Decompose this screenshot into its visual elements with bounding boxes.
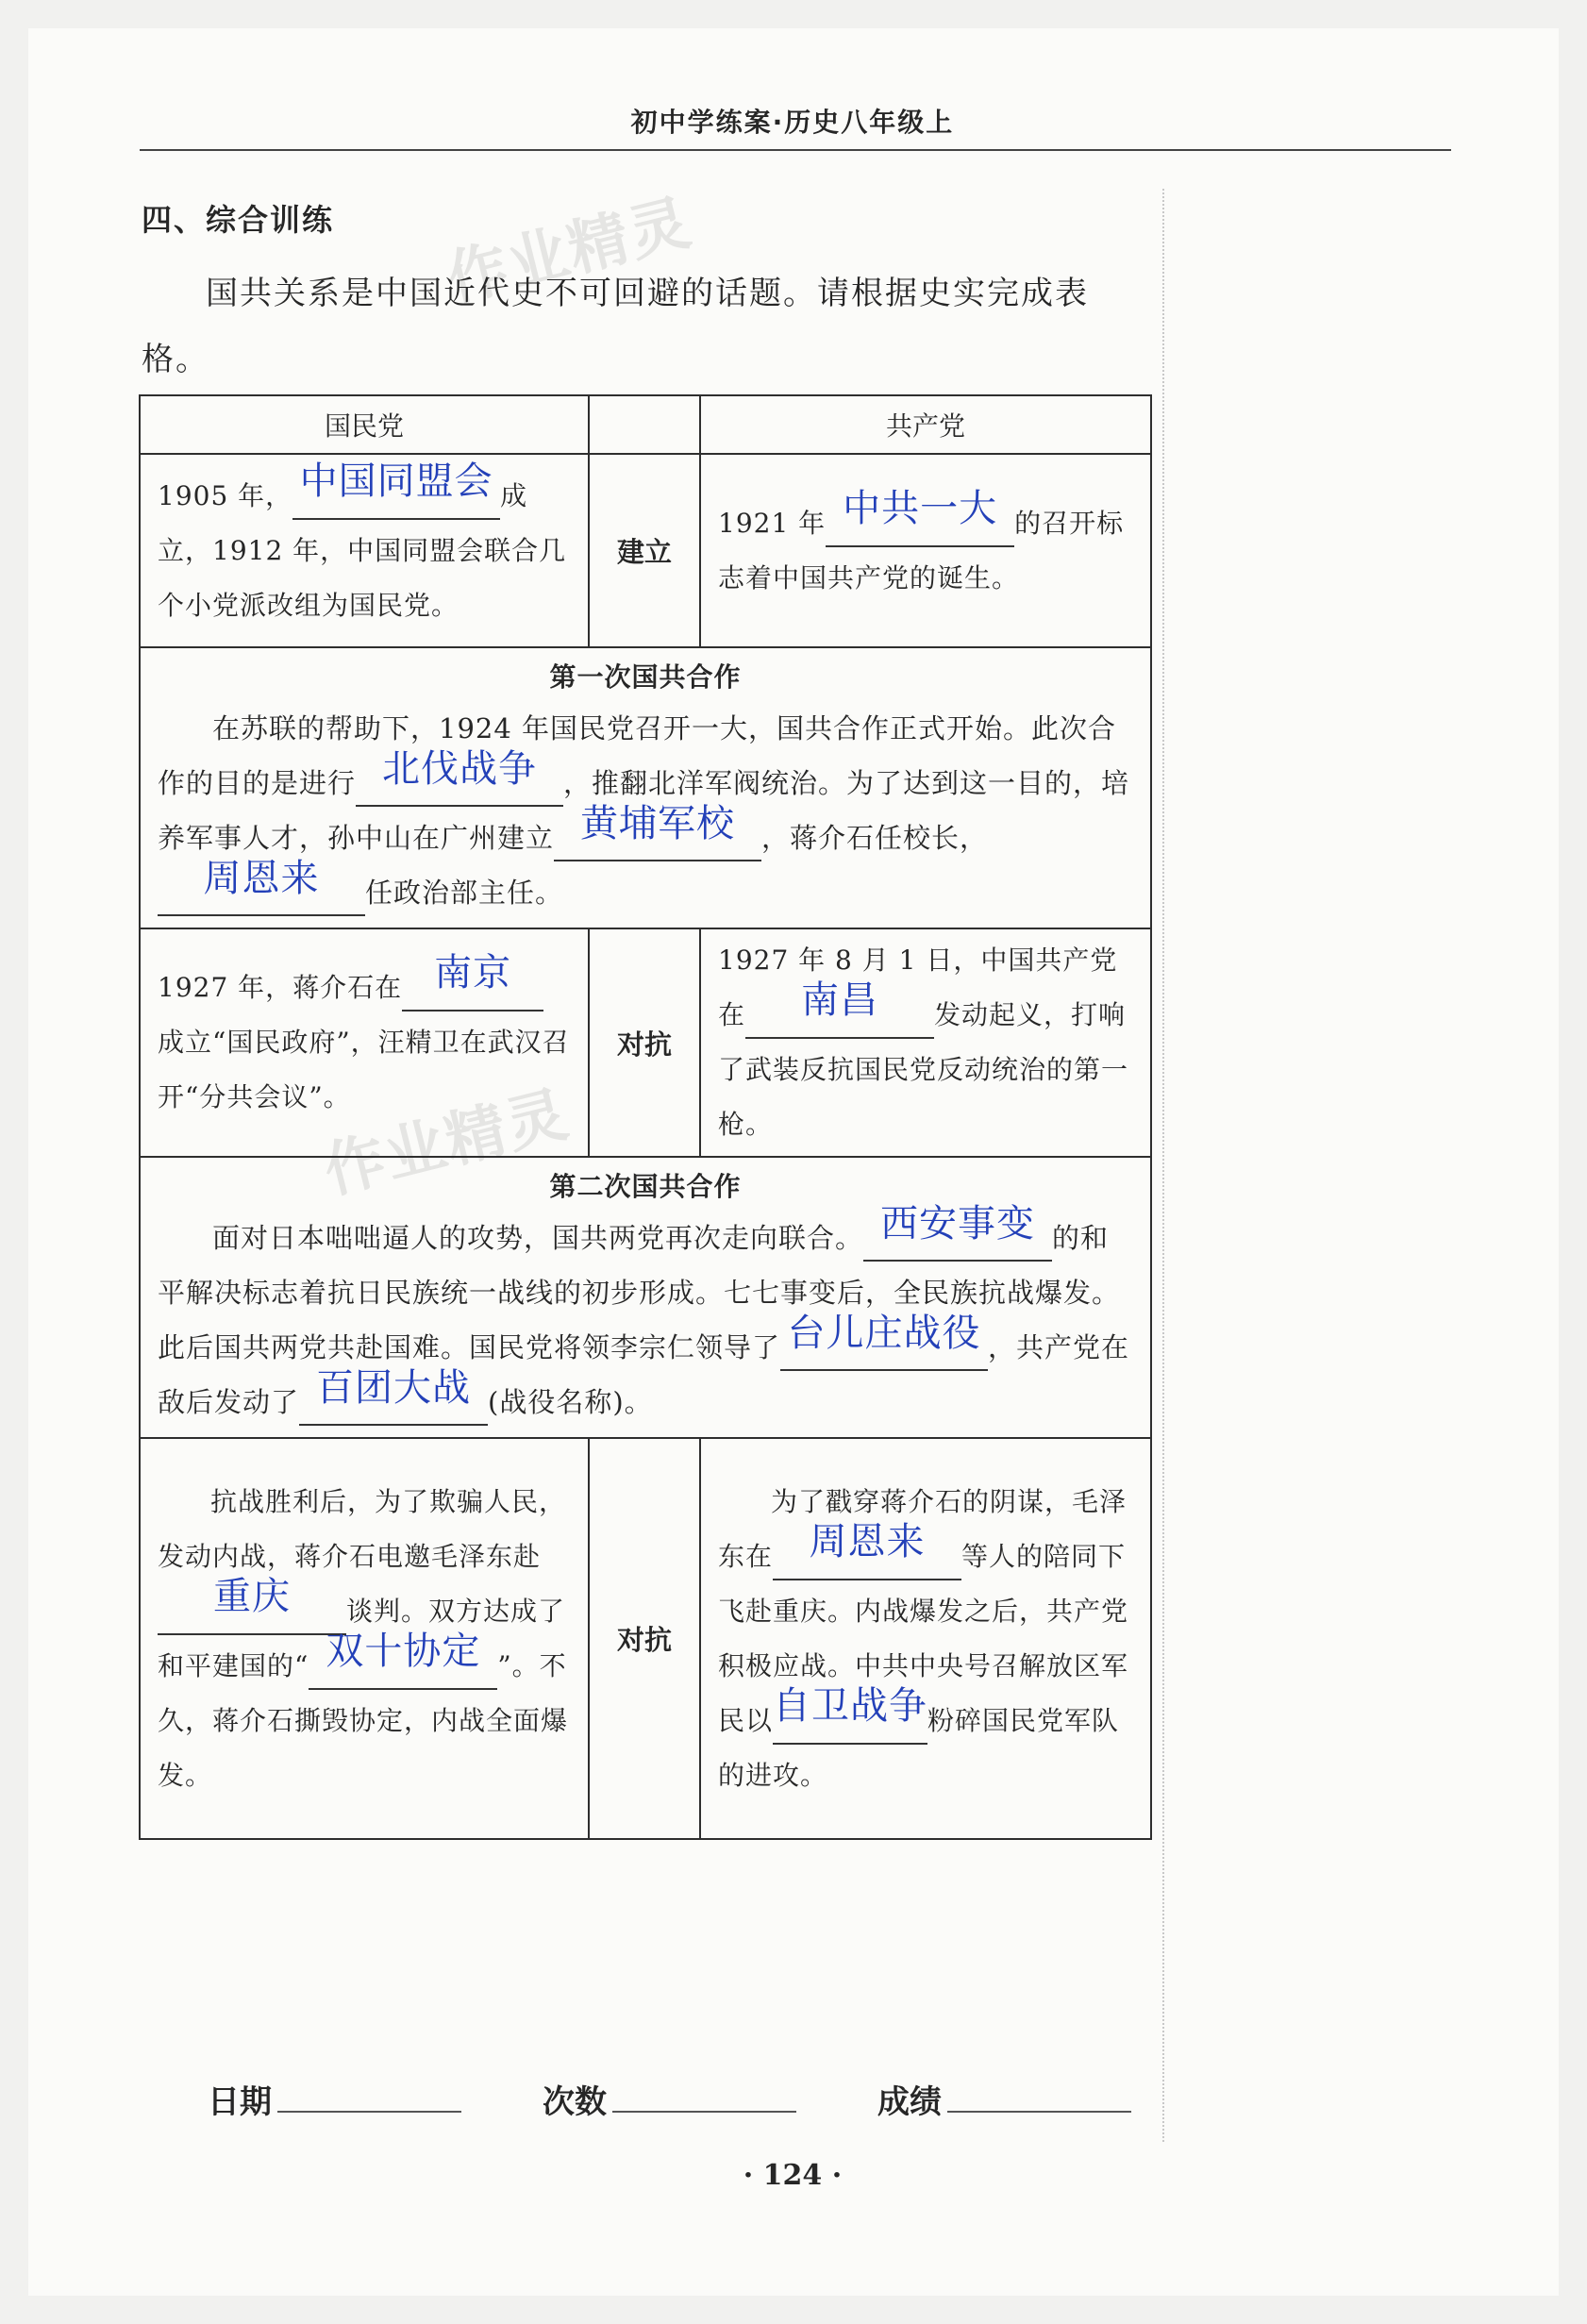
answer-blank-zhou-enlai-1[interactable] bbox=[158, 857, 365, 916]
answer-blank-taierzhuang[interactable] bbox=[780, 1312, 988, 1371]
kmt-1927-text-2: 成立“国民政府”，汪精卫在武汉召开“分共会议”。 bbox=[158, 1027, 570, 1112]
cpc-1927-cell bbox=[700, 928, 1151, 1157]
table-header-row bbox=[140, 395, 1151, 454]
answer-hundred-regiments: 百团大战 bbox=[316, 1366, 472, 1410]
date-label: 日期 bbox=[208, 2083, 272, 2121]
answer-blank-self-defense-war[interactable] bbox=[773, 1683, 928, 1745]
answer-northern-expedition: 北伐战争 bbox=[382, 747, 538, 791]
row-first-cooperation bbox=[140, 647, 1151, 928]
relation-label-confrontation-2: 对抗 bbox=[589, 1438, 700, 1839]
answer-blank-hundred-regiments[interactable] bbox=[299, 1366, 488, 1426]
header-middle-empty bbox=[589, 395, 700, 454]
cpc-1945-text-2: 等人的陪同下飞赴重庆。内战爆发之后，共产党积极应战。中共中央号召解放区军民以 bbox=[718, 1540, 1129, 1736]
page-number: · 124 · bbox=[743, 2159, 843, 2192]
second-cooperation-text-4: (战役名称)。 bbox=[488, 1386, 653, 1418]
answer-blank-whampoa[interactable] bbox=[554, 802, 761, 861]
score-field bbox=[877, 2076, 1131, 2122]
answer-double-tenth: 双十协定 bbox=[326, 1629, 481, 1673]
first-cooperation-cell bbox=[140, 647, 1151, 928]
kmt-1945-text-3: ”。不久，蒋介石撕毁协定，内战全面爆发。 bbox=[158, 1649, 569, 1791]
first-cooperation-text-4: 任政治部主任。 bbox=[365, 877, 564, 909]
count-input-line[interactable] bbox=[612, 2084, 796, 2113]
first-cooperation-title: 第一次国共合作 bbox=[549, 661, 742, 693]
watermark-middle: 作业精灵 bbox=[317, 1078, 576, 1208]
first-cooperation-text-3: ，蒋介石任校长， bbox=[761, 822, 989, 854]
header-divider bbox=[140, 149, 1451, 151]
answer-blank-nanchang[interactable] bbox=[745, 978, 934, 1039]
second-cooperation-text-2: 的和平解决标志着抗日民族统一战线的初步形成。七七事变后，全民族抗战爆发。此后国共两党共赴国难。国民党将领李宗仁领导了 bbox=[158, 1222, 1121, 1363]
count-field bbox=[543, 2076, 796, 2122]
page-header: 初中学练案·历史八年级上 bbox=[630, 107, 955, 138]
cpc-1945-text-1: 为了戳穿蒋介石的阴谋，毛泽东在 bbox=[718, 1485, 1128, 1572]
answer-blank-zhou-enlai-2[interactable] bbox=[773, 1519, 961, 1580]
answer-chongqing: 重庆 bbox=[213, 1574, 291, 1618]
answer-nanchang: 南昌 bbox=[801, 978, 879, 1022]
kmt-1945-text-1: 抗战胜利后，为了欺骗人民，发动内战，蒋介石电邀毛泽东赴 bbox=[158, 1485, 567, 1572]
kmt-cpc-relations-table bbox=[139, 394, 1152, 1840]
section-title: 四、综合训练 bbox=[142, 202, 335, 238]
first-cooperation-text-2: ，推翻北洋军阀统治。为了达到这一目的，培养军事人才，孙中山在广州建立 bbox=[158, 767, 1130, 854]
relation-label-founding: 建立 bbox=[589, 454, 700, 647]
header-kmt: 国民党 bbox=[140, 395, 589, 454]
answer-tongmenghui: 中国同盟会 bbox=[299, 459, 493, 503]
cpc-founding-text-2: 的召开标志着中国共产党的诞生。 bbox=[718, 507, 1125, 594]
row-founding bbox=[140, 454, 1151, 647]
row-second-cooperation bbox=[140, 1157, 1151, 1438]
answer-blank-northern-expedition[interactable] bbox=[356, 747, 563, 807]
second-cooperation-cell bbox=[140, 1157, 1151, 1438]
relation-label-confrontation-1: 对抗 bbox=[589, 928, 700, 1157]
row-confrontation-1927 bbox=[140, 928, 1151, 1157]
cpc-founding-cell bbox=[700, 454, 1151, 647]
answer-blank-double-tenth[interactable] bbox=[309, 1629, 497, 1690]
header-cpc: 共产党 bbox=[700, 395, 1151, 454]
answer-zhou-enlai-1: 周恩来 bbox=[203, 857, 320, 900]
kmt-1945-cell bbox=[140, 1438, 589, 1839]
cpc-1927-text-1: 1927 年 8 月 1 日，中国共产党在 bbox=[718, 945, 1118, 1030]
kmt-1927-cell bbox=[140, 928, 589, 1157]
answer-blank-first-congress[interactable] bbox=[826, 486, 1014, 547]
answer-xian-incident: 西安事变 bbox=[880, 1202, 1036, 1246]
date-field bbox=[208, 2076, 461, 2122]
second-cooperation-title: 第二次国共合作 bbox=[549, 1171, 742, 1202]
answer-blank-xian-incident[interactable] bbox=[863, 1202, 1052, 1262]
second-cooperation-text-1: 面对日本咄咄逼人的攻势，国共两党再次走向联合。 bbox=[212, 1222, 864, 1254]
cpc-founding-text-1: 1921 年 bbox=[718, 507, 827, 539]
score-label: 成绩 bbox=[877, 2083, 942, 2121]
answer-self-defense-war: 自卫战争 bbox=[773, 1683, 928, 1728]
cpc-1927-text-2: 发动起义，打响了武装反抗国民党反动统治的第一枪。 bbox=[718, 999, 1129, 1140]
kmt-founding-text-1: 1905 年， bbox=[158, 479, 293, 511]
row-confrontation-1945 bbox=[140, 1438, 1151, 1839]
first-cooperation-text-1: 在苏联的帮助下，1924 年国民党召开一大，国共合作正式开始。此次合作的目的是进行 bbox=[158, 712, 1117, 799]
watermark-top: 作业精灵 bbox=[440, 187, 699, 316]
answer-blank-nanjing[interactable] bbox=[402, 951, 543, 1012]
cpc-1945-cell bbox=[700, 1438, 1151, 1839]
second-cooperation-paragraph bbox=[158, 1202, 1133, 1430]
first-cooperation-paragraph bbox=[158, 701, 1133, 920]
answer-zhou-enlai-2: 周恩来 bbox=[809, 1519, 926, 1563]
kmt-founding-cell bbox=[140, 454, 589, 647]
answer-taierzhuang: 台儿庄战役 bbox=[787, 1312, 981, 1355]
date-input-line[interactable] bbox=[277, 2084, 461, 2113]
cpc-1945-text-3: 粉碎国民党军队的进攻。 bbox=[718, 1704, 1120, 1791]
kmt-founding-text-2: 成立，1912 年，中国同盟会联合几个小党派改组为国民党。 bbox=[158, 479, 567, 621]
margin-dotted-line bbox=[1162, 189, 1164, 2142]
section-intro: 国共关系是中国近代史不可回避的话题。请根据史实完成表格。 bbox=[142, 275, 1089, 378]
answer-blank-chongqing[interactable] bbox=[158, 1574, 346, 1635]
second-cooperation-text-3: ，共产党在敌后发动了 bbox=[158, 1331, 1130, 1418]
count-label: 次数 bbox=[543, 2083, 607, 2121]
answer-nanjing: 南京 bbox=[434, 951, 512, 995]
answer-blank-tongmenghui[interactable] bbox=[292, 459, 500, 520]
answer-whampoa: 黄埔军校 bbox=[580, 802, 736, 845]
kmt-1945-text-2: 谈判。双方达成了和平建国的“ bbox=[158, 1595, 566, 1681]
answer-first-congress: 中共一大 bbox=[843, 486, 998, 530]
score-input-line[interactable] bbox=[947, 2084, 1131, 2113]
kmt-1927-text-1: 1927 年，蒋介石在 bbox=[158, 972, 403, 1003]
